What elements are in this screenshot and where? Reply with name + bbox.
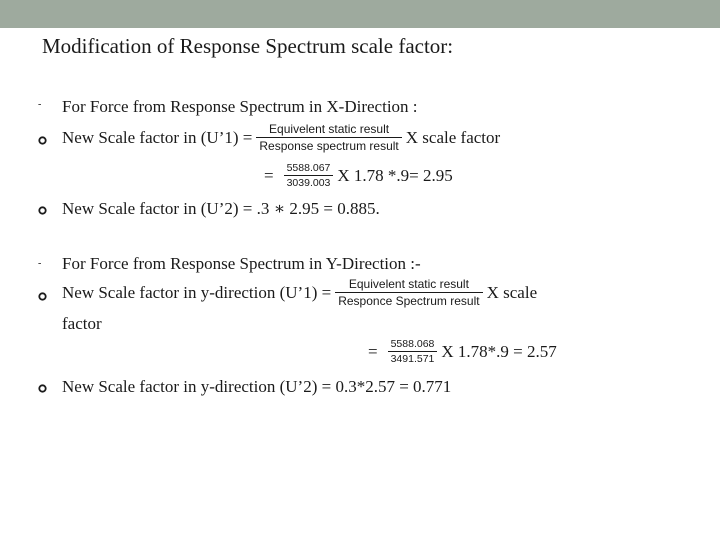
y-u1-numerator: Equivelent static result: [348, 277, 469, 291]
x-calculation: [264, 162, 453, 189]
y-calc-fraction: [388, 338, 438, 365]
dash-marker: -: [38, 99, 42, 110]
x-u2-formula: New Scale factor in (U’2) = .3 ∗ 2.95 = 0.885.: [62, 199, 380, 218]
x-u1-suffix: X scale factor: [405, 127, 501, 147]
dash-marker: -: [38, 258, 42, 269]
bullet-icon: [38, 292, 47, 304]
x-u1-prefix: New Scale factor in (U’1) =: [62, 127, 253, 147]
x-calc-denominator: 3039.003: [284, 175, 334, 189]
x-u1-formula: [62, 122, 500, 153]
bullet-icon: [38, 136, 47, 148]
y-calc-denominator: 3491.571: [388, 351, 438, 365]
slide-title: Modification of Response Spectrum scale factor:: [42, 34, 454, 58]
y-u1-fraction: [335, 277, 482, 308]
bullet-icon: [38, 206, 47, 218]
y-u1-prefix: New Scale factor in y-direction (U’1) =: [62, 282, 332, 302]
bullet-icon: [38, 384, 47, 396]
x-u1-numerator: Equivelent static result: [269, 122, 390, 136]
y-u1-suffix: X scale: [486, 282, 538, 302]
y-u1-formula: [62, 277, 537, 308]
y-calc-equals: =: [368, 341, 378, 361]
x-calc-fraction: [284, 162, 334, 189]
y-u1-denominator: Responce Spectrum result: [335, 292, 482, 308]
y-direction-heading: For Force from Response Spectrum in Y-Direction :-: [62, 254, 421, 273]
x-u1-fraction: [256, 122, 401, 153]
y-calculation: [368, 338, 557, 365]
top-accent-bar: [0, 0, 720, 28]
y-calc-result: X 1.78*.9 = 2.57: [441, 341, 557, 361]
y-u1-wrap: factor: [62, 314, 102, 333]
x-u1-denominator: Response spectrum result: [256, 137, 401, 153]
x-calc-result: X 1.78 *.9= 2.95: [337, 165, 453, 185]
x-direction-heading: For Force from Response Spectrum in X-Direction :: [62, 97, 418, 116]
x-calc-equals: =: [264, 165, 274, 185]
y-calc-numerator: 5588.068: [390, 338, 435, 350]
y-u2-formula: New Scale factor in y-direction (U’2) = 0.3*2.57 = 0.771: [62, 377, 452, 396]
x-calc-numerator: 5588.067: [286, 162, 331, 174]
